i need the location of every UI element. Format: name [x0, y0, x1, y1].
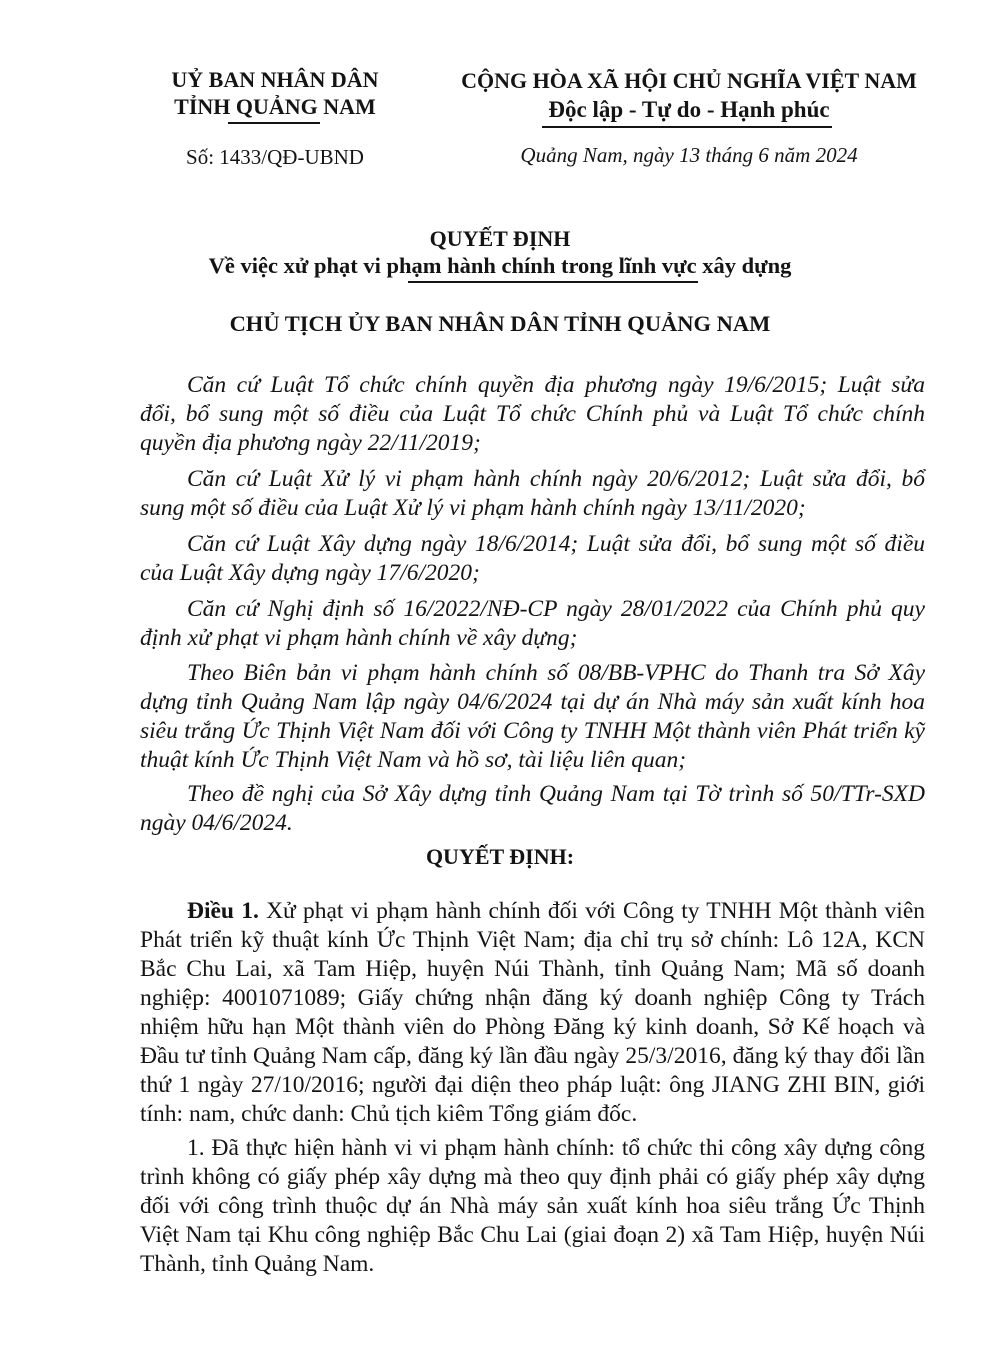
decision-heading: QUYẾT ĐỊNH:	[425, 844, 575, 869]
preamble-line: sung một số điều của Luật Xử lý vi phạm hành chính ngày 13/11/2020;	[140, 495, 806, 521]
article-1-line: Phát triển kỹ thuật kính Ức Thịnh Việt Nam; địa chỉ trụ sở chính: Lô 12A, KCN	[140, 927, 925, 953]
preamble-line: của Luật Xây dựng ngày 17/6/2020;	[140, 560, 480, 586]
document-number: Số: 1433/QĐ-UBND	[186, 145, 364, 169]
article-1-line: nhiệm hữu hạn Một thành viên do Phòng Đăng ký kinh doanh, Sở Kế hoạch và	[140, 1014, 925, 1040]
agency-underline	[228, 122, 320, 124]
preamble-line: Căn cứ Nghị định số 16/2022/NĐ-CP ngày 28/01/2022 của Chính phủ quy	[187, 596, 925, 622]
preamble-line: thuật kính Ức Thịnh Việt Nam và hồ sơ, tài liệu liên quan;	[140, 747, 687, 773]
preamble-line: Theo đề nghị của Sở Xây dựng tỉnh Quảng Nam tại Tờ trình số 50/TTr-SXD	[187, 781, 925, 807]
article-1-line: Đầu tư tỉnh Quảng Nam cấp, đăng ký lần đầu ngày 25/3/2016, đăng ký thay đổi lần	[140, 1043, 925, 1069]
nation-line-1: CỘNG HÒA XÃ HỘI CHỦ NGHĨA VIỆT NAM	[461, 68, 917, 93]
item-1-line: đối với công trình thuộc dự án Nhà máy sản xuất kính hoa siêu trắng Ức Thịnh	[140, 1193, 925, 1219]
preamble-line: ngày 04/6/2024.	[140, 810, 293, 836]
article-1-line: nghiệp: 4001071089; Giấy chứng nhận đăng ký doanh nghiệp Công ty Trách	[140, 985, 925, 1011]
nation-header	[442, 66, 936, 124]
item-1-line: Thành, tỉnh Quảng Nam.	[140, 1251, 375, 1277]
agency-name	[150, 66, 400, 120]
agency-line-1: UỶ BAN NHÂN DÂN	[171, 67, 379, 92]
place-date: Quảng Nam, ngày 13 tháng 6 năm 2024	[520, 143, 858, 167]
preamble-line: quyền địa phương ngày 22/11/2019;	[140, 430, 481, 456]
article-1-text: Xử phạt vi phạm hành chính đối với Công ty TNHH Một thành viên	[266, 898, 926, 924]
document-subject: Về việc xử phạt vi phạm hành chính trong lĩnh vực xây dựng	[208, 253, 792, 278]
preamble-line: đổi, bổ sung một số điều của Luật Tổ chức Chính phủ và Luật Tổ chức chính	[140, 401, 925, 427]
preamble-line: dựng tỉnh Quảng Nam lập ngày 04/6/2024 tại dự án Nhà máy sản xuất kính hoa	[140, 689, 925, 715]
document-type: QUYẾT ĐỊNH	[429, 226, 571, 251]
motto-underline	[542, 126, 832, 128]
preamble-line: Căn cứ Luật Tổ chức chính quyền địa phương ngày 19/6/2015; Luật sửa	[187, 372, 925, 398]
preamble-line: Căn cứ Luật Xử lý vi phạm hành chính ngày 20/6/2012; Luật sửa đổi, bổ	[187, 466, 925, 492]
article-1-line: thứ 1 ngày 27/10/2016; người đại diện theo pháp luật: ông JIANG ZHI BIN, giới	[140, 1072, 925, 1098]
preamble-line: siêu trắng Ức Thịnh Việt Nam đối với Công ty TNHH Một thành viên Phát triển kỹ	[140, 718, 925, 744]
issuing-authority: CHỦ TỊCH ỦY BAN NHÂN DÂN TỈNH QUẢNG NAM	[229, 311, 771, 336]
preamble-line: Theo Biên bản vi phạm hành chính số 08/BB-VPHC do Thanh tra Sở Xây	[187, 660, 925, 686]
preamble-line: định xử phạt vi phạm hành chính về xây dựng;	[140, 625, 578, 651]
article-1-line: Bắc Chu Lai, xã Tam Hiệp, huyện Núi Thành, tỉnh Quảng Nam; Mã số doanh	[140, 956, 925, 982]
agency-line-2: TỈNH QUẢNG NAM	[174, 94, 376, 119]
preamble-line: Căn cứ Luật Xây dựng ngày 18/6/2014; Luật sửa đổi, bổ sung một số điều	[187, 531, 925, 557]
article-1-line: tính: nam, chức danh: Chủ tịch kiêm Tổng giám đốc.	[140, 1101, 638, 1127]
item-1-line: 1. Đã thực hiện hành vi vi phạm hành chính: tổ chức thi công xây dựng công	[187, 1135, 925, 1161]
subject-underline	[408, 281, 698, 283]
item-1-line: trình không có giấy phép xây dựng mà theo quy định phải có giấy phép xây dựng	[140, 1164, 925, 1190]
item-1-line: Việt Nam tại Khu công nghiệp Bắc Chu Lai (giai đoạn 2) xã Tam Hiệp, huyện Núi	[140, 1222, 925, 1248]
article-1-line	[187, 897, 925, 926]
article-1-label: Điều 1.	[187, 898, 259, 924]
nation-line-2: Độc lập - Tự do - Hạnh phúc	[548, 97, 830, 122]
